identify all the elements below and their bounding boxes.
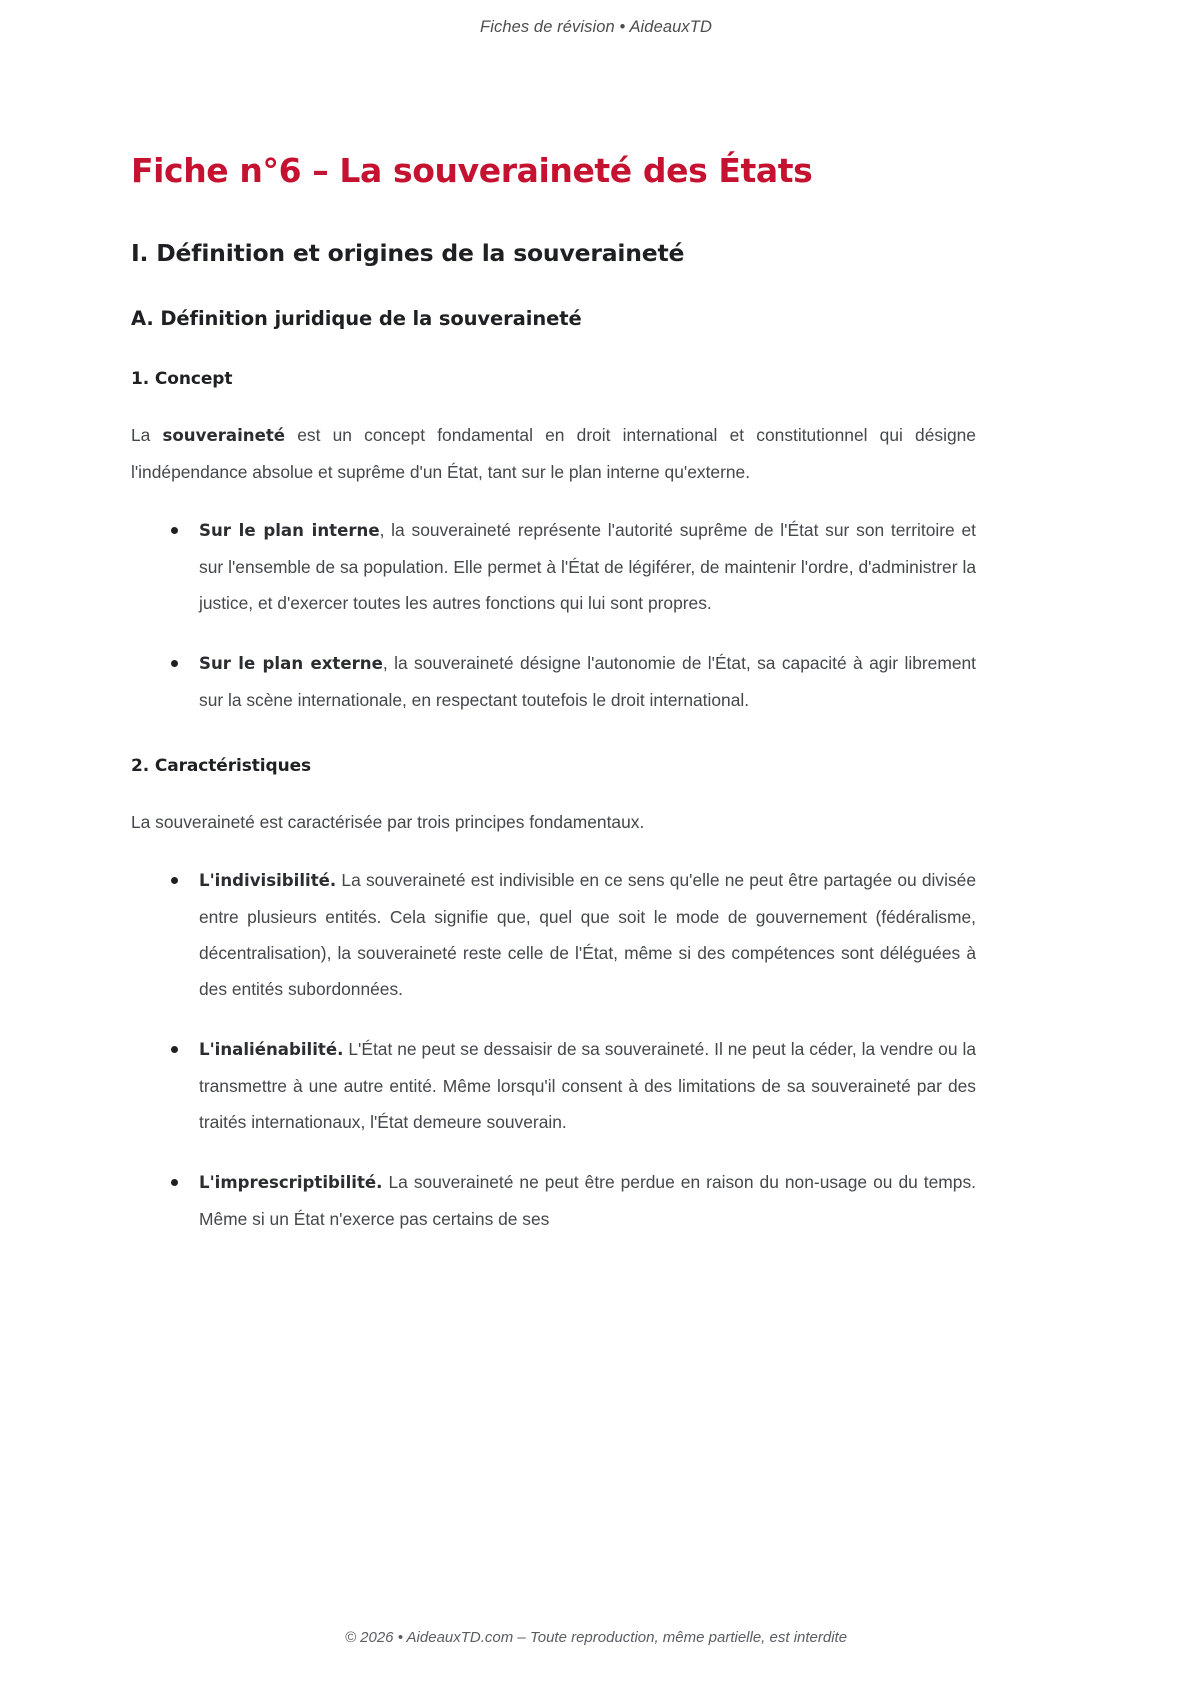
list-item-lead: Sur le plan interne — [199, 521, 380, 541]
list-item-text: La souveraineté est indivisible en ce sens qu'elle ne peut être partagée ou divisée entre plusieurs entités. Cela signifie que, quel que soit le mode de gouvernement (fédéralisme, décentralisation), la souveraineté reste celle de l'État, même si des compétences sont déléguées à des entités subordonnées. — [199, 870, 976, 1000]
paragraph-concept-definition — [131, 417, 976, 490]
bullet-list-concept — [131, 512, 976, 718]
list-item-text: , la souveraineté représente l'autorité suprême de l'État sur son territoire et sur l'ensemble de sa population. Elle permet à l'État de légiférer, de maintenir l'ordre, d'administrer la justice, et d'exercer toutes les autres fonctions qui lui sont propres. — [199, 520, 976, 614]
subsection-heading-a: A. Définition juridique de la souveraineté — [131, 306, 582, 330]
paragraph-caracteristiques-intro: La souveraineté est caractérisée par trois principes fondamentaux. — [131, 812, 645, 833]
list-item-text: La souveraineté ne peut être perdue en raison du non-usage ou du temps. Même si un État n'exerce pas certains de ses — [199, 1172, 976, 1230]
bullet-dot-icon — [171, 1179, 178, 1186]
paragraph-emphasis-souverainete: souveraineté — [162, 426, 286, 446]
list-item — [131, 1031, 976, 1140]
list-item-lead: L'indivisibilité. — [199, 871, 337, 891]
list-item-lead: L'imprescriptibilité. — [199, 1173, 383, 1193]
list-item-lead: L'inaliénabilité. — [199, 1040, 344, 1060]
list-item — [131, 1164, 976, 1237]
list-item — [131, 645, 976, 718]
paragraph-prefix: La — [131, 425, 163, 446]
list-item — [131, 862, 976, 1007]
list-item-text: L'État ne peut se dessaisir de sa souveraineté. Il ne peut la céder, la vendre ou la transmettre à une autre entité. Même lorsqu'il consent à des limitations de sa souveraineté par des traités internationaux, l'État demeure souverain. — [199, 1039, 976, 1133]
section-heading-1: I. Définition et origines de la souveraineté — [131, 239, 685, 268]
point-heading-2-caracteristiques: 2. Caractéristiques — [131, 756, 312, 777]
bullet-dot-icon — [171, 660, 178, 667]
bullet-dot-icon — [171, 877, 178, 884]
bullet-list-caracteristiques — [131, 862, 976, 1237]
running-header: Fiches de révision • AideauxTD — [480, 18, 712, 36]
page-title: Fiche n°6 – La souveraineté des États — [131, 151, 813, 190]
document-content — [131, 150, 976, 1237]
bullet-dot-icon — [171, 1046, 178, 1053]
list-item-text: , la souveraineté désigne l'autonomie de l'État, sa capacité à agir librement sur la scène internationale, en respectant toutefois le droit international. — [199, 653, 976, 711]
running-footer: © 2026 • AideauxTD.com – Toute reproduction, même partielle, est interdite — [344, 1629, 848, 1646]
list-item — [131, 512, 976, 621]
paragraph-suffix: est un concept fondamental en droit international et constitutionnel qui désigne l'indépendance absolue et suprême d'un État, tant sur le plan interne qu'externe. — [131, 425, 976, 483]
point-heading-1-concept: 1. Concept — [131, 369, 233, 390]
bullet-dot-icon — [171, 527, 178, 534]
list-item-lead: Sur le plan externe — [199, 654, 383, 674]
